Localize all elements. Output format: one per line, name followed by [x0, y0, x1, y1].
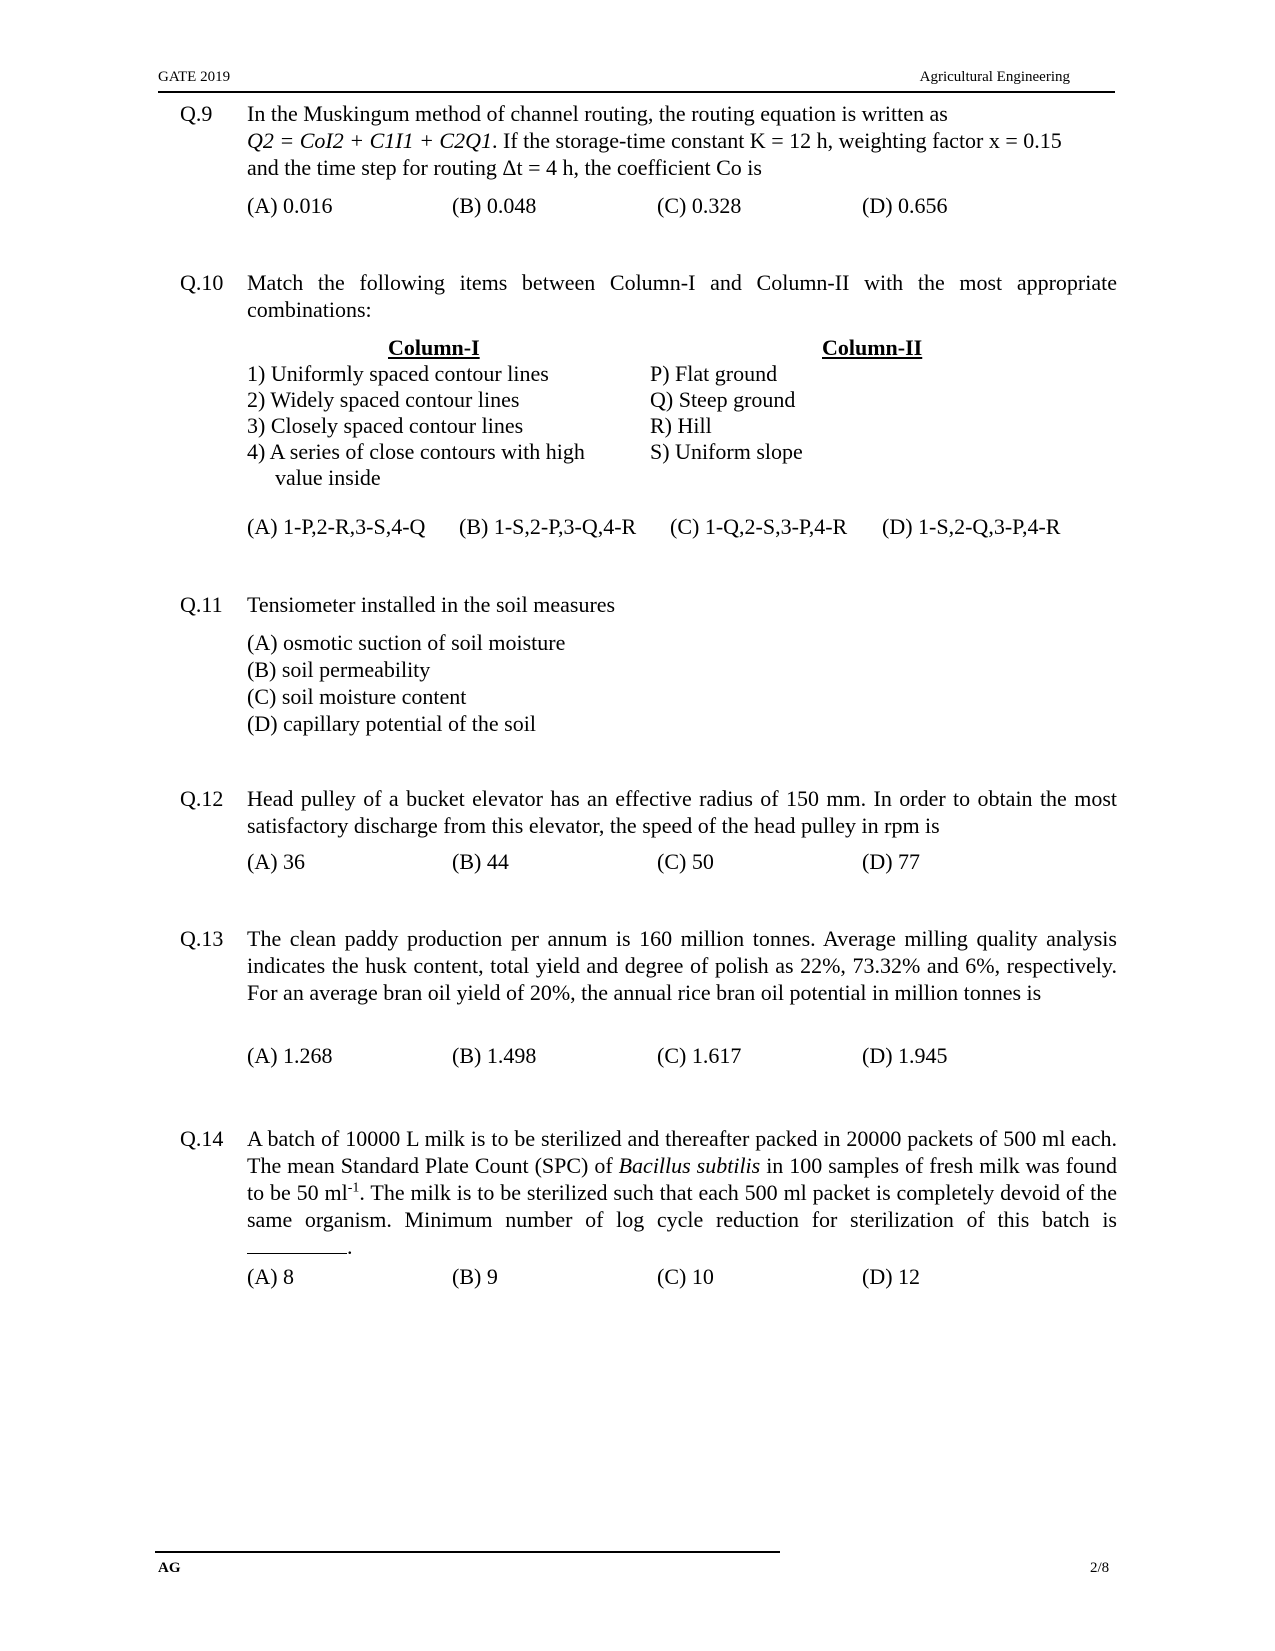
option-c[interactable]: (C) soil moisture content	[247, 684, 467, 709]
option-a[interactable]: (A) 1.268	[247, 1043, 333, 1068]
option-d[interactable]: (D) 0.656	[862, 193, 948, 218]
option-d[interactable]: (D) capillary potential of the soil	[247, 711, 536, 736]
answer-options	[247, 513, 1117, 543]
option-c[interactable]: (C) 50	[657, 849, 714, 874]
option-a[interactable]: (A) 36	[247, 849, 306, 874]
question-number: Q.10	[180, 270, 224, 295]
answer-options	[247, 1042, 1117, 1072]
column-1-heading: Column-I	[388, 335, 480, 360]
option-b[interactable]: (B) 9	[452, 1264, 498, 1289]
option-b[interactable]: (B) 44	[452, 849, 509, 874]
answer-blank	[247, 1235, 347, 1254]
option-b[interactable]: (B) 1-S,2-P,3-Q,4-R	[459, 514, 637, 539]
question-number: Q.14	[180, 1126, 224, 1151]
answer-options	[247, 848, 1117, 878]
question-text: Tensiometer installed in the soil measures	[247, 592, 616, 617]
footer-divider	[155, 1551, 780, 1553]
column-2-item: S) Uniform slope	[650, 439, 803, 464]
option-c[interactable]: (C) 10	[657, 1264, 714, 1289]
question-14	[180, 1125, 1120, 1305]
option-a[interactable]: (A) 8	[247, 1264, 295, 1289]
option-d[interactable]: (D) 12	[862, 1264, 921, 1289]
column-2-item: P) Flat ground	[650, 361, 778, 386]
page-header	[158, 69, 1115, 93]
option-d[interactable]: (D) 1-S,2-Q,3-P,4-R	[882, 514, 1061, 539]
page-number: 2/8	[1090, 1560, 1110, 1576]
answer-options	[247, 1263, 1117, 1293]
column-1-item: 2) Widely spaced contour lines	[247, 387, 520, 412]
question-number: Q.13	[180, 926, 224, 951]
option-c[interactable]: (C) 1-Q,2-S,3-P,4-R	[670, 514, 848, 539]
column-2-heading: Column-II	[822, 335, 923, 360]
organism-name: Bacillus subtilis	[618, 1153, 761, 1178]
option-d[interactable]: (D) 1.945	[862, 1043, 948, 1068]
question-11	[180, 591, 1120, 751]
column-2-item: Q) Steep ground	[650, 387, 796, 412]
option-c[interactable]: (C) 0.328	[657, 193, 742, 218]
question-text: In the Muskingum method of channel routing, the routing equation is written as Q2 = CoI2 + C1I1 + C2Q1. If the storage-time constant K = 12 h, weighting factor x = 0.15 and the time step for routing Δt = 4 h, the coefficient Co is	[247, 101, 1062, 180]
unit-exponent: -1	[347, 1180, 360, 1196]
question-number: Q.12	[180, 786, 224, 811]
column-1-item: 3) Closely spaced contour lines	[247, 413, 524, 438]
question-text: Head pulley of a bucket elevator has an effective radius of 150 mm. In order to obtain the most satisfactory discharge from this elevator, the speed of the head pulley in rpm is	[247, 786, 1117, 838]
column-1-item-continued: value inside	[275, 465, 381, 490]
question-9	[180, 100, 1120, 230]
routing-equation: Q2 = CoI2 + C1I1 + C2Q1	[247, 128, 492, 153]
header-exam: GATE 2019	[158, 69, 231, 85]
question-text: A batch of 10000 L milk is to be sterilized and thereafter packed in 20000 packets of 500 ml each. The mean Standard Plate Count (SPC) of Bacillus subtilis in 100 samples of fresh milk was found to be 50 $ml^{-1}$. The milk is to be sterilized such that each 500 ml packet is completely devoid of the same organism. Minimum number of log cycle reduction for sterilization of this batch is .	[247, 1126, 1118, 1259]
option-a[interactable]: (A) osmotic suction of soil moisture	[247, 630, 566, 655]
option-b[interactable]: (B) 1.498	[452, 1043, 537, 1068]
footer-paper-code: AG	[158, 1560, 181, 1576]
column-2-item: R) Hill	[650, 413, 712, 438]
question-number: Q.9	[180, 101, 213, 126]
column-1-item: 1) Uniformly spaced contour lines	[247, 361, 549, 386]
option-c[interactable]: (C) 1.617	[657, 1043, 742, 1068]
option-b[interactable]: (B) soil permeability	[247, 657, 431, 682]
question-text: The clean paddy production per annum is 160 million tonnes. Average milling quality analysis indicates the husk content, total yield and degree of polish as 22%, 73.32% and 6%, respectively. For an average bran oil yield of 20%, the annual rice bran oil potential in million tonnes is	[247, 926, 1117, 1005]
option-d[interactable]: (D) 77	[862, 849, 921, 874]
column-1-item: 4) A series of close contours with high	[247, 439, 585, 464]
question-13	[180, 925, 1120, 1085]
answer-options	[247, 192, 1117, 222]
option-b[interactable]: (B) 0.048	[452, 193, 537, 218]
header-subject: Agricultural Engineering	[919, 69, 1070, 85]
question-text: Match the following items between Column-I and Column-II with the most appropriate combinations:	[247, 270, 1117, 322]
question-10	[180, 269, 1120, 559]
option-a[interactable]: (A) 1-P,2-R,3-S,4-Q	[247, 514, 426, 539]
option-a[interactable]: (A) 0.016	[247, 193, 333, 218]
question-12	[180, 785, 1120, 895]
question-number: Q.11	[180, 592, 223, 617]
answer-options	[247, 629, 1117, 737]
